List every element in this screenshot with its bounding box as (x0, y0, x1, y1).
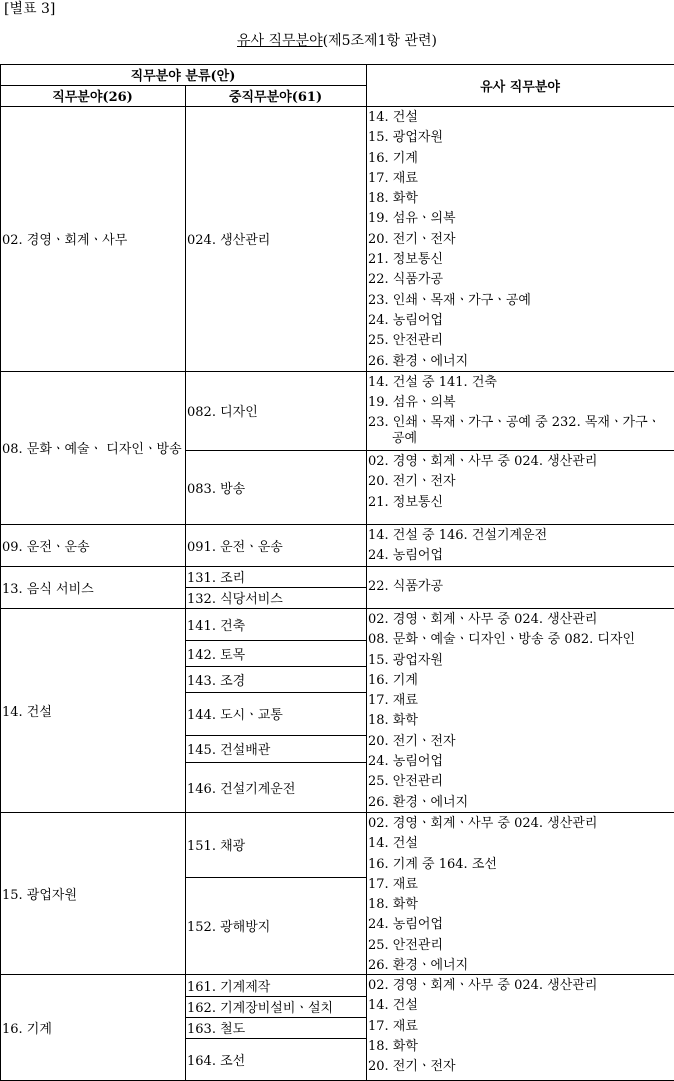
similar-item: 24. 농림어업 (368, 312, 444, 328)
header-group (0, 64, 367, 86)
similar-item: 16. 기계 중 164. 조선 (368, 856, 497, 872)
subfield-cell (185, 1038, 367, 1081)
similar-item: 25. 안전관리 (368, 333, 444, 349)
header-similar-label: 유사 직무분야 (480, 79, 560, 95)
subfield-cell (185, 877, 367, 975)
subfield-cell (185, 735, 367, 763)
subfield-cell (185, 812, 367, 878)
field-cell-16 (0, 974, 186, 1081)
similar-item: 20. 전기ㆍ전자 (368, 733, 456, 749)
similar-item: 18. 화학 (368, 1038, 418, 1054)
similar-item: 24. 농림어업 (368, 754, 444, 770)
subfield-label: 161. 기계제작 (187, 979, 271, 995)
field-label: 08. 문화ㆍ예술ㆍ 디자인ㆍ방송 (2, 442, 182, 457)
similar-item: 02. 경영ㆍ회계ㆍ사무 중 024. 생산관리 (368, 612, 598, 627)
header-subfield-label: 중직무분야(61) (228, 90, 323, 105)
subfield-cell (185, 587, 367, 609)
header-field (0, 85, 186, 107)
similar-item: 14. 건설 (368, 836, 418, 852)
subfield-cell (185, 640, 367, 667)
field-label: 15. 광업자원 (2, 887, 78, 903)
similar-cell (366, 566, 674, 609)
subfield-label: 162. 기계장비설비ㆍ설치 (187, 1001, 334, 1016)
similar-item: 26. 환경ㆍ에너지 (368, 958, 469, 974)
similar-item: 17. 재료 (368, 876, 418, 892)
similar-item: 24. 농림어업 (368, 917, 444, 933)
similar-item: 17. 재료 (368, 1018, 418, 1034)
similar-item: 14. 건설 중 141. 건축 (368, 375, 497, 390)
header-field-label: 직무분야(26) (52, 90, 133, 105)
subfield-label: 143. 조경 (187, 673, 246, 689)
similar-item: 16. 기계 (368, 150, 418, 166)
similar-item: 26. 환경ㆍ에너지 (368, 794, 469, 810)
similar-item: 23. 인쇄ㆍ목재ㆍ가구ㆍ공예 (368, 292, 531, 308)
field-cell-15 (0, 812, 186, 975)
field-label: 02. 경영ㆍ회계ㆍ사무 (2, 233, 128, 248)
subfield-cell (185, 524, 367, 567)
similar-item: 22. 식품가공 (368, 272, 444, 288)
field-cell-02 (0, 106, 186, 372)
subfield-cell (185, 974, 367, 997)
similar-item: 14. 건설 (368, 110, 418, 125)
similar-item: 25. 안전관리 (368, 937, 444, 953)
subfield-label: 145. 건설배관 (187, 743, 271, 758)
subfield-label: 164. 조선 (187, 1053, 246, 1069)
subfield-label: 083. 방송 (187, 481, 246, 497)
title-main: 유사 직무분야 (237, 33, 323, 49)
field-cell-09 (0, 524, 186, 567)
header-group-label: 직무분야 분류(안) (130, 69, 236, 84)
subfield-label: 082. 디자인 (187, 405, 258, 420)
subfield-label: 142. 토목 (187, 647, 246, 663)
similar-item: 02. 경영ㆍ회계ㆍ사무 중 024. 생산관리 (368, 978, 598, 993)
similar-item: 24. 농림어업 (368, 548, 444, 564)
similar-cell (366, 106, 674, 372)
similar-item: 18. 화학 (368, 897, 418, 913)
similar-cell (366, 812, 674, 975)
field-cell-13 (0, 566, 186, 609)
similar-item: 16. 기계 (368, 672, 418, 688)
similar-cell (366, 608, 674, 813)
subfield-label: 144. 도시ㆍ교통 (187, 708, 283, 723)
similar-item: 02. 경영ㆍ회계ㆍ사무 중 024. 생산관리 (368, 454, 598, 469)
similar-item: 19. 섬유ㆍ의복 (368, 395, 456, 411)
similar-item: 02. 경영ㆍ회계ㆍ사무 중 024. 생산관리 (368, 816, 598, 831)
subfield-cell (185, 1017, 367, 1039)
similar-item: 08. 문화ㆍ예술ㆍ디자인ㆍ방송 중 082. 디자인 (368, 632, 636, 648)
subfield-label: 091. 운전ㆍ운송 (187, 539, 283, 555)
similar-item: 23. 인쇄ㆍ목재ㆍ가구ㆍ공예 중 232. 목재ㆍ가구ㆍ공예 (368, 414, 661, 446)
subfield-cell (185, 566, 367, 588)
subfield-label: 152. 광해방지 (187, 920, 271, 935)
similar-item: 20. 전기ㆍ전자 (368, 1059, 456, 1075)
similar-item: 17. 재료 (368, 693, 418, 709)
field-cell-14 (0, 608, 186, 813)
similar-item: 15. 광업자원 (368, 130, 444, 146)
subfield-cell (185, 450, 367, 525)
similar-item: 21. 정보통신 (368, 252, 444, 268)
similar-item: 14. 건설 중 146. 건설기계운전 (368, 528, 548, 543)
similar-item: 26. 환경ㆍ에너지 (368, 353, 469, 369)
header-similar (366, 64, 674, 107)
similar-field-table (0, 64, 674, 1080)
subfield-label: 024. 생산관리 (187, 233, 271, 248)
subfield-label: 131. 조리 (187, 571, 246, 586)
similar-cell (366, 371, 674, 451)
similar-item: 18. 화학 (368, 713, 418, 729)
subfield-cell (185, 762, 367, 813)
similar-item: 20. 전기ㆍ전자 (368, 231, 456, 247)
similar-item: 20. 전기ㆍ전자 (368, 474, 456, 490)
subfield-label: 146. 건설기계운전 (187, 781, 296, 797)
field-label: 14. 건설 (2, 704, 52, 720)
title-reference: (제5조제1항 관련) (322, 33, 437, 49)
similar-item: 14. 건설 (368, 998, 418, 1014)
subfield-label: 141. 건축 (187, 618, 246, 634)
subfield-cell (185, 608, 367, 641)
similar-item: 15. 광업자원 (368, 652, 444, 668)
annex-label: [별표 3] (4, 1, 56, 17)
similar-cell (366, 524, 674, 567)
field-label: 16. 기계 (2, 1021, 52, 1037)
subfield-cell (185, 666, 367, 693)
subfield-cell (185, 371, 367, 451)
similar-item: 22. 식품가공 (368, 578, 444, 594)
similar-cell (366, 974, 674, 1081)
document-title (0, 32, 674, 50)
field-label: 09. 운전ㆍ운송 (2, 539, 90, 555)
similar-cell (366, 450, 674, 525)
subfield-label: 132. 식당서비스 (187, 592, 283, 607)
subfield-label: 151. 채광 (187, 839, 246, 854)
subfield-cell (185, 106, 367, 372)
similar-item: 21. 정보통신 (368, 494, 444, 510)
subfield-cell (185, 996, 367, 1018)
field-label: 13. 음식 서비스 (2, 581, 94, 597)
field-cell-08 (0, 371, 186, 525)
header-subfield (185, 85, 367, 107)
similar-item: 18. 화학 (368, 191, 418, 207)
similar-item: 25. 안전관리 (368, 774, 444, 790)
similar-item: 17. 재료 (368, 170, 418, 186)
similar-item: 19. 섬유ㆍ의복 (368, 211, 456, 227)
subfield-cell (185, 692, 367, 736)
subfield-label: 163. 철도 (187, 1022, 246, 1037)
